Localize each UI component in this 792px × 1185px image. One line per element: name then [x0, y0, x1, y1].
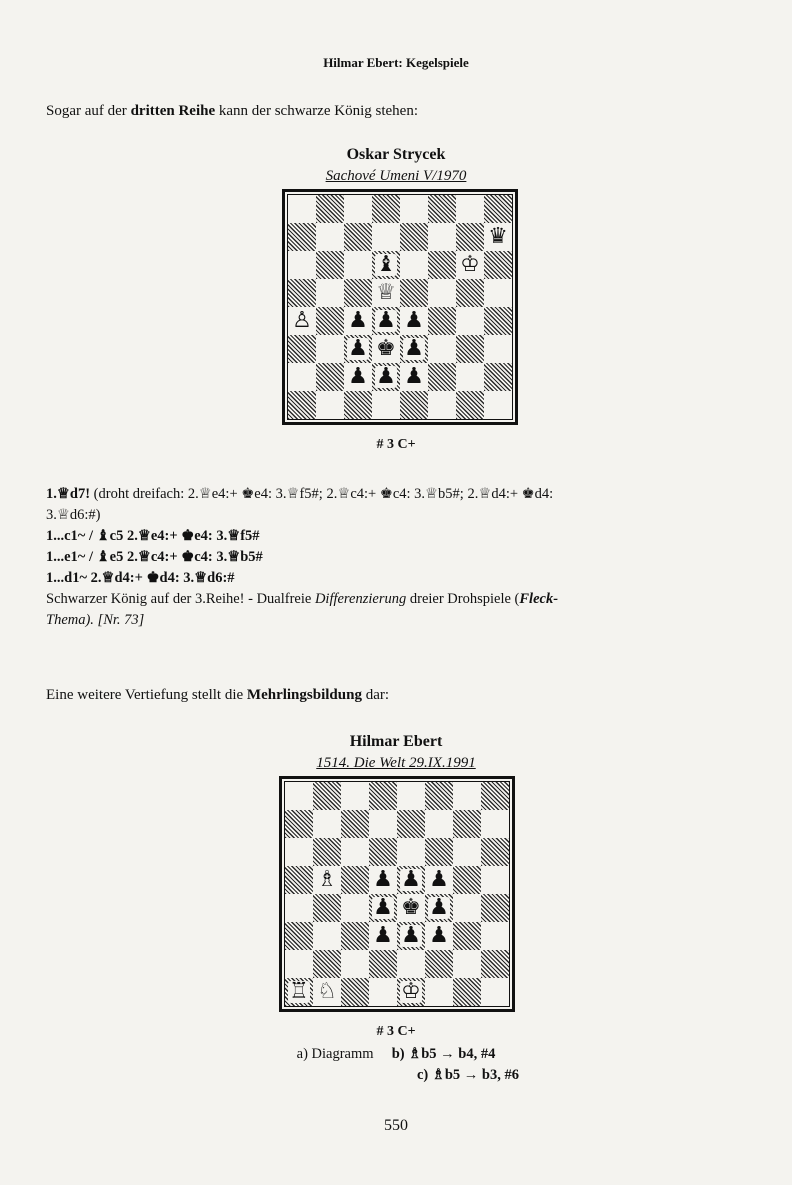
p2-square-e6 [397, 838, 425, 866]
p1-square-a5 [288, 279, 316, 307]
p2-square-g6 [453, 838, 481, 866]
p1-square-d3 [372, 335, 400, 363]
p1-square-d8 [372, 195, 400, 223]
p2-piece-e1: ♔ [401, 979, 421, 1004]
solution-line-1b: 3.♕d6:#) [46, 507, 101, 523]
solution-line-3: 1...e1~ / ♝e5 2.♕c4:+ ♚c4: 3.♕b5# [46, 549, 263, 565]
p2-square-e5 [397, 866, 425, 894]
p1-square-a8 [288, 195, 316, 223]
p2-square-f5 [425, 866, 453, 894]
p2-square-f8 [425, 782, 453, 810]
p1-square-h4 [484, 307, 512, 335]
p2-piece-f5: ♟ [429, 867, 449, 892]
p2-square-g7 [453, 810, 481, 838]
p2-square-c6 [341, 838, 369, 866]
p2-piece-b1: ♘ [317, 979, 337, 1004]
p1-square-b8 [316, 195, 344, 223]
p2-square-b7 [313, 810, 341, 838]
p1-square-h6 [484, 251, 512, 279]
p1-square-d1 [372, 391, 400, 419]
p2-square-e1 [397, 978, 425, 1006]
twin-a: a) Diagramm [296, 1046, 374, 1062]
p2-square-f7 [425, 810, 453, 838]
p2-square-d1 [369, 978, 397, 1006]
comment-bold-italic: Fleck- [519, 591, 559, 607]
p1-square-d4 [372, 307, 400, 335]
p2-square-c4 [341, 894, 369, 922]
p2-square-f3 [425, 922, 453, 950]
p1-square-a3 [288, 335, 316, 363]
p1-square-h2 [484, 363, 512, 391]
p2-piece-d4: ♟ [373, 895, 393, 920]
comment-italic-1: Differenzierung [314, 591, 407, 607]
p1-square-d2 [372, 363, 400, 391]
comment-italic-2: Thema). [Nr. 73] [46, 612, 145, 628]
p2-square-d2 [369, 950, 397, 978]
intro-paragraph-1 [46, 103, 418, 120]
comment-pre: Schwarzer König auf der 3.Reihe! - Dualfreie [46, 591, 315, 607]
p2-piece-e3: ♟ [401, 923, 421, 948]
p2-piece-f3: ♟ [429, 923, 449, 948]
p1-square-e7 [400, 223, 428, 251]
p2-square-c1 [341, 978, 369, 1006]
p2-square-f6 [425, 838, 453, 866]
p2-square-c7 [341, 810, 369, 838]
p1-square-a1 [288, 391, 316, 419]
p2-square-d5 [369, 866, 397, 894]
p2-square-a3 [285, 922, 313, 950]
solution-line-4: 1...d1~ 2.♕d4:+ ♚d4: 3.♕d6:# [46, 570, 235, 586]
p1-square-b6 [316, 251, 344, 279]
problem2-chessboard [279, 776, 515, 1012]
intro2-post: dar: [361, 687, 390, 703]
p1-square-h5 [484, 279, 512, 307]
p2-square-a5 [285, 866, 313, 894]
p1-square-f7 [428, 223, 456, 251]
p1-square-c2 [344, 363, 372, 391]
p1-square-g6 [456, 251, 484, 279]
p1-square-e5 [400, 279, 428, 307]
p1-square-g8 [456, 195, 484, 223]
p2-square-g1 [453, 978, 481, 1006]
p1-square-f6 [428, 251, 456, 279]
intro2-bold: Mehrlingsbildung [246, 687, 362, 703]
p1-square-c8 [344, 195, 372, 223]
running-header: Hilmar Ebert: Kegelspiele [323, 55, 469, 70]
p1-square-e6 [400, 251, 428, 279]
p2-square-e3 [397, 922, 425, 950]
p2-square-c2 [341, 950, 369, 978]
p1-square-f4 [428, 307, 456, 335]
p2-square-e2 [397, 950, 425, 978]
p1-square-h3 [484, 335, 512, 363]
p1-piece-c3: ♟ [348, 336, 368, 361]
p1-piece-e4: ♟ [404, 308, 424, 333]
p2-square-e8 [397, 782, 425, 810]
p2-piece-e5: ♟ [401, 867, 421, 892]
p2-square-d8 [369, 782, 397, 810]
p1-square-f8 [428, 195, 456, 223]
problem1-stipulation: # 3 C+ [376, 437, 416, 452]
p2-square-b3 [313, 922, 341, 950]
p1-square-f2 [428, 363, 456, 391]
p2-square-b6 [313, 838, 341, 866]
p2-square-b5 [313, 866, 341, 894]
p2-square-h8 [481, 782, 509, 810]
p2-square-d7 [369, 810, 397, 838]
p2-piece-f4: ♟ [429, 895, 449, 920]
p2-square-g8 [453, 782, 481, 810]
p1-piece-d5: ♕ [376, 280, 396, 305]
p1-square-c6 [344, 251, 372, 279]
p1-piece-d2: ♟ [376, 364, 396, 389]
p1-piece-c2: ♟ [348, 364, 368, 389]
p1-square-b7 [316, 223, 344, 251]
p2-square-b2 [313, 950, 341, 978]
p2-square-a2 [285, 950, 313, 978]
p2-square-c3 [341, 922, 369, 950]
intro2-pre: Eine weitere Vertiefung stellt die [46, 687, 247, 703]
p2-square-a8 [285, 782, 313, 810]
p2-square-g2 [453, 950, 481, 978]
problem1-source: Sachové Umeni V/1970 [325, 168, 467, 184]
p1-square-a4 [288, 307, 316, 335]
p2-square-b1 [313, 978, 341, 1006]
problem2-board-grid [284, 781, 510, 1007]
p1-square-g4 [456, 307, 484, 335]
p2-square-e7 [397, 810, 425, 838]
p2-square-f4 [425, 894, 453, 922]
p1-square-d7 [372, 223, 400, 251]
p1-square-c1 [344, 391, 372, 419]
p2-square-d4 [369, 894, 397, 922]
p1-square-d5 [372, 279, 400, 307]
p2-square-b8 [313, 782, 341, 810]
p2-square-g3 [453, 922, 481, 950]
p2-piece-e4: ♚ [401, 895, 421, 920]
key-move: 1.♕d7! [46, 486, 91, 502]
p1-square-b3 [316, 335, 344, 363]
p2-square-a6 [285, 838, 313, 866]
p2-square-h6 [481, 838, 509, 866]
problem2-stipulation: # 3 C+ [376, 1024, 416, 1039]
p2-square-d3 [369, 922, 397, 950]
intro-paragraph-2 [46, 687, 389, 704]
p1-square-e1 [400, 391, 428, 419]
p1-square-f5 [428, 279, 456, 307]
p2-square-c5 [341, 866, 369, 894]
p1-square-g1 [456, 391, 484, 419]
intro1-bold: dritten Reihe [130, 103, 216, 119]
problem2-twins-row2 [318, 1067, 618, 1084]
p2-square-f2 [425, 950, 453, 978]
p2-piece-d3: ♟ [373, 923, 393, 948]
p1-square-h8 [484, 195, 512, 223]
p1-square-b4 [316, 307, 344, 335]
p1-piece-a4: ♙ [292, 308, 312, 333]
page-number: 550 [384, 1117, 408, 1134]
p2-square-h5 [481, 866, 509, 894]
problem1-board-grid [287, 194, 513, 420]
problem2-twins-row1 [0, 1046, 792, 1063]
p1-square-c4 [344, 307, 372, 335]
threat-text: (droht dreifach: 2.♕e4:+ ♚e4: 3.♕f5#; 2.♕c4:+ ♚c4: 3.♕b5#; 2.♕d4:+ ♚d4: [93, 486, 554, 502]
p1-square-g7 [456, 223, 484, 251]
p2-piece-d5: ♟ [373, 867, 393, 892]
intro1-post: kann der schwarze König stehen: [215, 103, 418, 119]
p2-square-g4 [453, 894, 481, 922]
intro1-pre: Sogar auf der [46, 103, 131, 119]
solution-block [46, 484, 766, 631]
p1-square-a2 [288, 363, 316, 391]
solution-line-1a [46, 484, 766, 505]
p1-piece-d6: ♝ [376, 252, 396, 277]
p2-square-h4 [481, 894, 509, 922]
twin-c: c) ♗b5 → b3, #6 [416, 1067, 520, 1083]
solution-comment [46, 589, 766, 631]
p2-square-h3 [481, 922, 509, 950]
problem1-chessboard [282, 189, 518, 425]
p1-square-c3 [344, 335, 372, 363]
p1-square-h7 [484, 223, 512, 251]
p1-square-e3 [400, 335, 428, 363]
problem2-source: 1514. Die Welt 29.IX.1991 [316, 755, 476, 771]
p1-square-f3 [428, 335, 456, 363]
p1-square-f1 [428, 391, 456, 419]
p2-square-a4 [285, 894, 313, 922]
p1-square-g2 [456, 363, 484, 391]
p2-piece-b5: ♗ [317, 867, 337, 892]
p2-square-d6 [369, 838, 397, 866]
p1-piece-d4: ♟ [376, 308, 396, 333]
p2-piece-a1: ♖ [289, 979, 309, 1004]
p1-square-h1 [484, 391, 512, 419]
p2-square-a7 [285, 810, 313, 838]
p1-square-e8 [400, 195, 428, 223]
twin-b: b) ♗b5 → b4, #4 [391, 1046, 496, 1062]
p2-square-a1 [285, 978, 313, 1006]
p1-piece-g6: ♔ [460, 252, 480, 277]
p1-piece-h7: ♛ [488, 224, 508, 249]
p1-square-b5 [316, 279, 344, 307]
p2-square-b4 [313, 894, 341, 922]
p1-square-d6 [372, 251, 400, 279]
p2-square-f1 [425, 978, 453, 1006]
p2-square-h1 [481, 978, 509, 1006]
p2-square-e4 [397, 894, 425, 922]
p1-square-a7 [288, 223, 316, 251]
p1-piece-e3: ♟ [404, 336, 424, 361]
p2-square-g5 [453, 866, 481, 894]
p1-square-g3 [456, 335, 484, 363]
p1-square-c7 [344, 223, 372, 251]
p1-piece-c4: ♟ [348, 308, 368, 333]
p1-square-a6 [288, 251, 316, 279]
p1-square-g5 [456, 279, 484, 307]
problem2-author: Hilmar Ebert [349, 733, 443, 750]
p1-square-e4 [400, 307, 428, 335]
p2-square-h2 [481, 950, 509, 978]
p1-square-e2 [400, 363, 428, 391]
p1-square-c5 [344, 279, 372, 307]
p1-square-b1 [316, 391, 344, 419]
p2-square-h7 [481, 810, 509, 838]
problem1-author: Oskar Strycek [346, 146, 446, 163]
solution-line-2: 1...c1~ / ♝c5 2.♕e4:+ ♚e4: 3.♕f5# [46, 528, 260, 544]
comment-mid: dreier Drohspiele ( [406, 591, 520, 607]
p1-square-b2 [316, 363, 344, 391]
p1-piece-e2: ♟ [404, 364, 424, 389]
p2-square-c8 [341, 782, 369, 810]
p1-piece-d3: ♚ [376, 336, 396, 361]
